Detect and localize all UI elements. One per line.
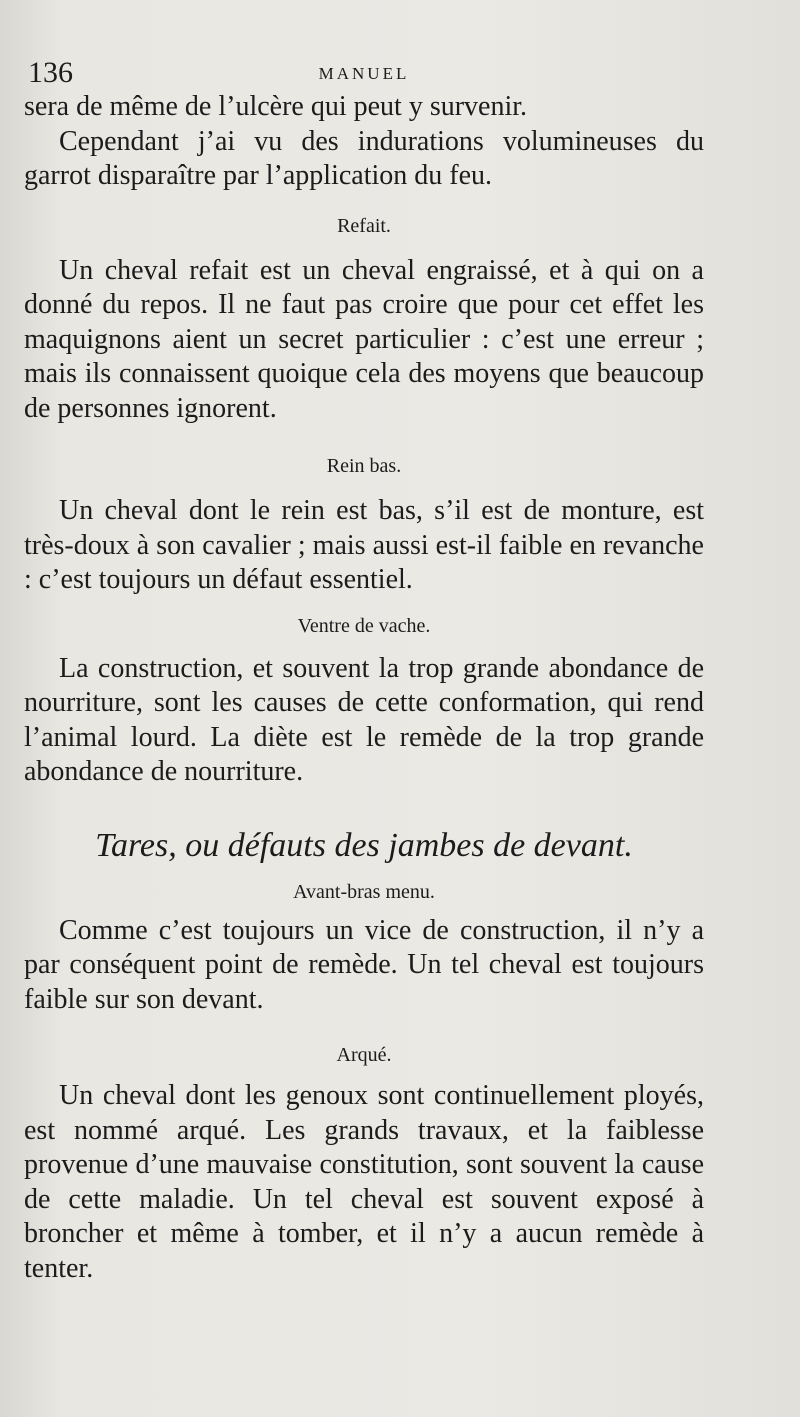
page-number: 136 xyxy=(28,56,73,89)
heading-rein-bas: Rein bas. xyxy=(326,455,402,477)
running-title: MANUEL xyxy=(318,64,410,83)
paragraph-avant-bras-menu: Comme c’est toujours un vice de construction, il n’y a par conséquent point de remède. Un tel cheval est toujours faible sur son devant. xyxy=(24,914,704,1015)
page-content xyxy=(24,56,704,1286)
paragraph-rein-bas: Un cheval dont le rein est bas, s’il est de monture, est très-doux à son cavalier ; mais aussi est-il faible en revanche : c’est toujours un défaut essentiel. xyxy=(24,495,704,595)
paragraph-ulcere: sera de même de l’ulcère qui peut y survenir. xyxy=(24,91,528,122)
heading-arque: Arqué. xyxy=(336,1044,392,1066)
paragraph-refait: Un cheval refait est un cheval engraissé, et à qui on a donné du repos. Il ne faut pas croire que pour cet effet les maquignons aient un secret particulier : c’est une erreur ; mais ils connaissent quoique cela des moyens que beaucoup de personnes ignorent. xyxy=(24,254,704,424)
heading-avant-bras-menu: Avant-bras menu. xyxy=(293,880,435,903)
paragraph-ventre-de-vache: La construction, et souvent la trop grande abondance de nourriture, sont les causes de cette conformation, qui rend l’animal lourd. La diète est le remède de la trop grande abondance de nourriture. xyxy=(24,652,704,787)
heading-ventre-de-vache: Ventre de vache. xyxy=(297,614,431,637)
section-title-tares: Tares, ou défauts des jambes de devant. xyxy=(95,826,633,864)
paragraph-arque: Un cheval dont les genoux sont continuellement ployés, est nommé arqué. Les grands travaux, et la faiblesse provenue d’une mauvaise constitution, sont souvent la cause de cette maladie. Un tel cheval est souvent exposé à broncher et même à tomber, et il n’y a aucun remède à tenter. xyxy=(24,1080,704,1284)
heading-refait: Refait. xyxy=(337,214,391,237)
page-header xyxy=(24,56,704,90)
paragraph-indurations: Cependant j’ai vu des indurations volumineuses du garrot disparaître par l’application du feu. xyxy=(24,125,704,191)
